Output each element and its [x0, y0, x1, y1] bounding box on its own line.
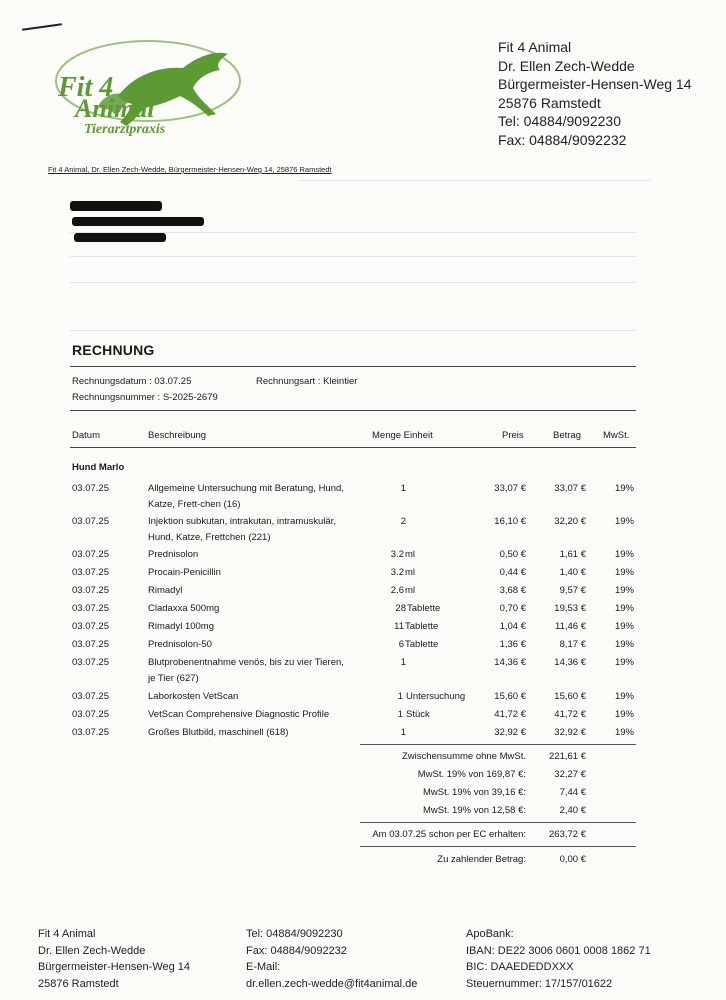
- sender-line: Tel: 04884/9092230: [498, 113, 621, 129]
- cell-description: Laborkosten VetScan: [148, 691, 239, 702]
- footer-line: ApoBank:: [466, 928, 514, 940]
- cell-amount: 9,57 €: [559, 585, 586, 596]
- cell-unit: Untersuchung: [406, 691, 466, 702]
- vat2-value: 7,44 €: [559, 787, 586, 798]
- footer-line: Steuernummer: 17/157/01622: [466, 977, 613, 990]
- cell-unit: Tablette: [405, 639, 439, 650]
- footer-line: BIC: DAAEDEDDXXX: [466, 961, 574, 973]
- divider: [70, 447, 636, 448]
- cell-price: 32,92 €: [494, 727, 526, 738]
- cell-qty: 1: [400, 483, 406, 494]
- vat2-label: MwSt. 19% von 39,16 €:: [423, 787, 526, 798]
- return-address: Fit 4 Animal, Dr. Ellen Zech-Wedde, Bürgermeister-Hensen-Weg 14, 25876 Ramstedt: [48, 165, 332, 174]
- subtotal-value: 221,61 €: [549, 751, 586, 762]
- cell-amount: 32,20 €: [554, 516, 586, 527]
- sender-line: Dr. Ellen Zech-Wedde: [498, 57, 635, 74]
- cell-qty: 3.2: [390, 567, 404, 578]
- cell-unit: Tablette: [405, 621, 439, 632]
- cell-price: 15,60 €: [494, 691, 526, 702]
- cell-date: 03.07.25: [72, 709, 109, 720]
- invoice-type: Rechnungsart : Kleintier: [256, 376, 358, 387]
- cell-price: 41,72 €: [494, 709, 526, 720]
- bleed-through-line: [70, 256, 636, 257]
- header-qty-unit: Menge Einheit: [372, 430, 433, 441]
- cell-date: 03.07.25: [72, 691, 109, 702]
- cell-amount: 11,46 €: [555, 621, 586, 632]
- bleed-through-line: [70, 232, 636, 233]
- cell-amount: 1,40 €: [559, 567, 586, 578]
- sender-line: Fit 4 Animal: [498, 39, 572, 55]
- cell-price: 0,44 €: [499, 567, 526, 578]
- cell-qty: 3.2: [390, 549, 404, 560]
- header-description: Beschreibung: [148, 430, 207, 441]
- cell-qty: 1: [397, 709, 403, 720]
- cell-unit: ml: [405, 567, 416, 578]
- cell-description: Procain-Penicillin: [148, 567, 221, 578]
- cell-amount: 15,60 €: [554, 691, 586, 702]
- redacted-recipient-line: [74, 233, 166, 242]
- cell-date: 03.07.25: [72, 549, 109, 560]
- due-value: 0,00 €: [559, 854, 586, 865]
- scan-mark: [22, 23, 62, 31]
- subtotal-label: Zwischensumme ohne MwSt.: [401, 751, 526, 762]
- cell-unit: ml: [405, 549, 416, 560]
- cell-description: Rimadyl: [148, 585, 183, 596]
- header-vat: MwSt.: [603, 430, 630, 441]
- cell-date: 03.07.25: [72, 585, 109, 596]
- cell-description: VetScan Comprehensive Diagnostic Profile: [148, 709, 330, 720]
- cell-description: Prednisolon: [148, 549, 199, 560]
- cell-price: 1,36 €: [499, 639, 526, 650]
- logo-text-praxis: Tierarztpraxis: [84, 122, 166, 137]
- cell-vat: 19%: [614, 621, 634, 632]
- footer-line: Tel: 04884/9092230: [246, 928, 343, 940]
- cell-vat: 19%: [614, 709, 634, 720]
- cell-date: 03.07.25: [72, 516, 109, 527]
- cell-vat: 19%: [614, 585, 634, 596]
- invoice-number: Rechnungsnummer : S-2025-2679: [72, 392, 218, 403]
- cell-amount: 19,53 €: [554, 603, 586, 614]
- cell-amount: 14,36 €: [554, 657, 586, 668]
- cell-date: 03.07.25: [72, 639, 109, 650]
- cell-vat: 19%: [614, 549, 634, 560]
- bleed-through-line: [70, 282, 636, 283]
- header-amount: Betrag: [553, 430, 581, 441]
- sender-address: [498, 38, 692, 149]
- due-label: Zu zahlender Betrag:: [437, 854, 526, 865]
- cell-vat: 19%: [614, 639, 634, 650]
- footer-line: IBAN: DE22 3006 0601 0008 1862 71: [466, 944, 651, 957]
- cell-price: 14,36 €: [494, 657, 526, 668]
- cell-unit: ml: [405, 585, 416, 596]
- vat1-label: MwSt. 19% von 169,87 €:: [417, 769, 526, 780]
- footer-line: Bürgermeister-Hensen-Weg 14: [38, 961, 191, 973]
- cell-qty: 11: [394, 621, 404, 632]
- bleed-through-line: [300, 180, 650, 181]
- redacted-recipient-line: [72, 217, 204, 226]
- divider: [360, 822, 636, 823]
- cell-price: 3,68 €: [499, 585, 526, 596]
- cell-description: Rimadyl 100mg: [148, 621, 214, 632]
- cell-qty: 1: [400, 727, 406, 738]
- sender-line: 25876 Ramstedt: [498, 94, 601, 111]
- cell-amount: 33,07 €: [554, 483, 586, 494]
- cell-date: 03.07.25: [72, 621, 109, 632]
- cell-vat: 19%: [614, 603, 634, 614]
- footer-line: 25876 Ramstedt: [38, 977, 119, 990]
- divider: [360, 846, 636, 847]
- sender-line: Fax: 04884/9092232: [498, 131, 627, 148]
- cell-date: 03.07.25: [72, 483, 109, 494]
- paid-label: Am 03.07.25 schon per EC erhalten:: [372, 829, 526, 840]
- patient-group: Hund Marlo: [72, 462, 125, 473]
- footer-line: Fit 4 Animal: [38, 928, 96, 940]
- header-price: Preis: [502, 430, 524, 441]
- footer-bank: [466, 926, 651, 992]
- cell-price: 0,50 €: [499, 549, 526, 560]
- cell-vat: 19%: [614, 657, 634, 668]
- cell-description: Injektion subkutan, intrakutan, intramuskulär, Hund, Katze, Frettchen (221): [148, 516, 336, 543]
- cell-vat: 19%: [614, 567, 634, 578]
- divider: [70, 410, 636, 411]
- cell-vat: 19%: [614, 727, 634, 738]
- vat1-value: 32,27 €: [554, 769, 586, 780]
- cell-qty: 28: [395, 603, 406, 614]
- cell-description: Blutprobenentnahme venös, bis zu vier Tieren, je Tier (627): [148, 657, 344, 684]
- cell-vat: 19%: [614, 691, 634, 702]
- cell-amount: 1,61 €: [559, 549, 586, 560]
- cell-qty: 2.6: [390, 585, 404, 596]
- cell-price: 0,70 €: [499, 603, 526, 614]
- cell-qty: 6: [398, 639, 404, 650]
- cell-price: 33,07 €: [494, 483, 526, 494]
- logo-text-fit: Fit 4: [58, 72, 114, 103]
- cell-qty: 2: [400, 516, 406, 527]
- vat3-value: 2,40 €: [559, 805, 586, 816]
- bleed-through-line: [70, 330, 636, 331]
- footer-address: [38, 926, 190, 992]
- cell-price: 1,04 €: [499, 621, 526, 632]
- cell-vat: 19%: [614, 483, 634, 494]
- cell-date: 03.07.25: [72, 657, 109, 668]
- cell-description: Großes Blutbild, maschinell (618): [148, 727, 289, 738]
- cell-date: 03.07.25: [72, 727, 109, 738]
- footer-email[interactable]: dr.ellen.zech-wedde@fit4animal.de: [246, 977, 418, 990]
- cell-unit: Tablette: [407, 603, 441, 614]
- footer-line: E-Mail:: [246, 961, 281, 973]
- divider: [70, 366, 636, 367]
- cell-qty: 1: [400, 657, 406, 668]
- cell-price: 16,10 €: [494, 516, 526, 527]
- sender-line: Bürgermeister-Hensen-Weg 14: [498, 76, 692, 92]
- cell-vat: 19%: [614, 516, 634, 527]
- divider: [360, 744, 636, 745]
- vat3-label: MwSt. 19% von 12,58 €:: [423, 805, 526, 816]
- cell-description: Allgemeine Untersuchung mit Beratung, Hund, Katze, Frett-chen (16): [148, 483, 344, 510]
- invoice-date: Rechnungsdatum : 03.07.25: [72, 376, 192, 387]
- cell-qty: 1: [397, 691, 403, 702]
- invoice-title: RECHNUNG: [72, 342, 155, 358]
- logo-text-animal: Animal: [75, 94, 155, 123]
- cell-amount: 8,17 €: [559, 639, 586, 650]
- cell-amount: 41,72 €: [554, 709, 586, 720]
- paid-value: 263,72 €: [549, 829, 586, 840]
- cell-date: 03.07.25: [72, 567, 109, 578]
- header-date: Datum: [72, 430, 100, 441]
- redacted-recipient-line: [70, 201, 162, 211]
- cell-description: Prednisolon-50: [148, 639, 212, 650]
- cell-date: 03.07.25: [72, 603, 109, 614]
- cell-description: Cladaxxa 500mg: [148, 603, 220, 614]
- footer-line: Dr. Ellen Zech-Wedde: [38, 944, 146, 957]
- footer-contact: [246, 926, 417, 992]
- cell-amount: 32,92 €: [554, 727, 586, 738]
- footer-line: Fax: 04884/9092232: [246, 944, 347, 957]
- cell-unit: Stück: [406, 709, 430, 720]
